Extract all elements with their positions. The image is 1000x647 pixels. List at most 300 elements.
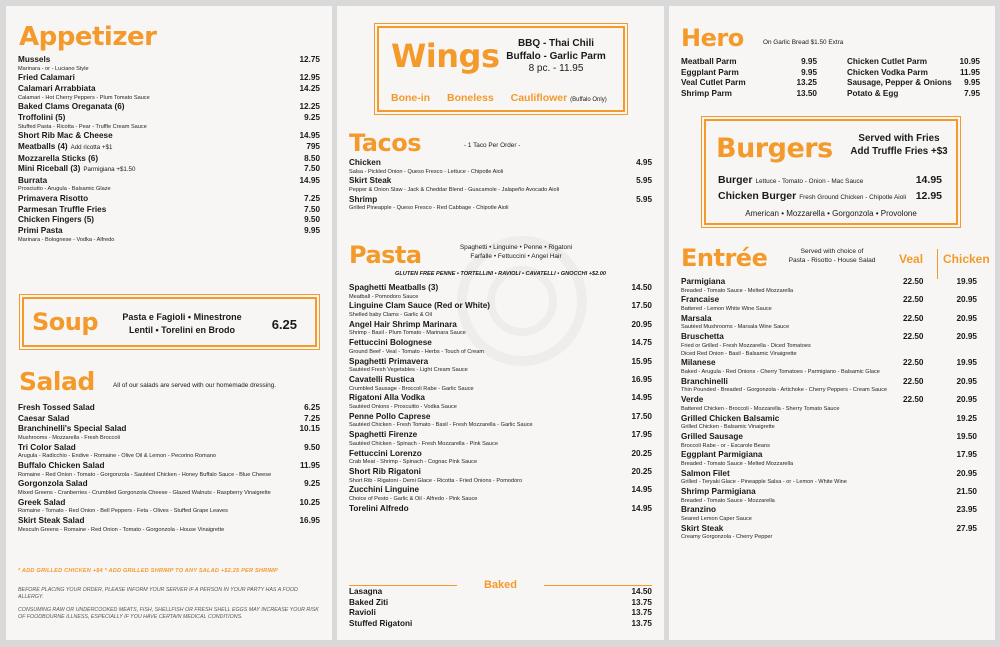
menu-item-price: 9.50 xyxy=(304,215,320,225)
soup-price: 6.25 xyxy=(271,317,297,332)
menu-item-name-group xyxy=(18,131,113,142)
menu-item xyxy=(349,158,652,169)
burgers-note xyxy=(844,133,954,158)
menu-item-price-chicken: 20.95 xyxy=(956,395,977,405)
menu-item-name-group xyxy=(349,430,417,441)
menu-item xyxy=(349,338,652,349)
menu-item-name: Spaghetti Firenze xyxy=(349,430,418,440)
wings-option-bone-in: Bone-in xyxy=(391,92,431,104)
menu-item xyxy=(847,89,980,100)
menu-item-price-veal: 22.50 xyxy=(903,277,924,286)
menu-item-name: Calamari Arrabbiata xyxy=(18,83,96,93)
menu-item xyxy=(18,84,320,95)
allergy-disclaimer: BEFORE PLACING YOUR ORDER, PLEASE INFORM YOUR SERVER IF A PERSON IN YOUR PARTY HAS A FOOD ALLERGY. xyxy=(18,587,298,600)
soup-box xyxy=(22,297,317,347)
menu-item-price: 9.95 xyxy=(801,67,817,77)
menu-item-name: Fettuccini Bolognese xyxy=(349,338,432,348)
menu-item xyxy=(681,524,983,535)
menu-item xyxy=(681,432,983,443)
menu-item-name: Chicken Burger xyxy=(718,190,797,202)
menu-item xyxy=(847,78,980,89)
menu-item-extra: Add ricotta +$1 xyxy=(70,143,113,151)
menu-item-price: 6.25 xyxy=(304,403,320,412)
menu-item-price: 9.95 xyxy=(304,225,320,235)
menu-item-description: Seared Lemon Caper Sauce xyxy=(681,516,752,523)
menu-item-description: Grilled - Teryaki Glace - Pineapple Salsa - or - Lemon - White Wine xyxy=(681,479,847,486)
menu-item-price-chicken: 20.95 xyxy=(956,313,977,323)
menu-item-price: 17.50 xyxy=(631,411,652,421)
menu-item xyxy=(349,301,652,312)
menu-item-name-group xyxy=(349,357,428,368)
salad-heading: Salad xyxy=(19,367,95,396)
menu-item xyxy=(349,283,652,294)
menu-item xyxy=(349,485,652,496)
menu-item-price: 14.95 xyxy=(915,174,942,186)
menu-item-name-group xyxy=(18,516,84,527)
menu-item-name: Shrimp Parmigiana xyxy=(681,487,756,497)
menu-item xyxy=(349,176,652,187)
menu-item-name-group xyxy=(18,215,94,226)
menu-item-name-group xyxy=(847,89,898,100)
menu-item xyxy=(18,205,320,216)
menu-item xyxy=(18,516,320,527)
menu-item-name: Chicken Fingers (5) xyxy=(18,215,94,225)
menu-item-price-veal: 22.50 xyxy=(903,295,924,305)
menu-item-name: Penne Pollo Caprese xyxy=(349,411,431,421)
menu-item-price: 13.75 xyxy=(631,597,652,607)
menu-item-description: Shrimp - Basil - Plum Tomato - Marinara Sauce xyxy=(349,330,466,337)
menu-item xyxy=(681,332,983,343)
menu-item-name-group xyxy=(18,479,88,490)
menu-item-price: 7.25 xyxy=(304,194,320,204)
menu-item-name: Spaghetti Primavera xyxy=(349,356,429,366)
burgers-list xyxy=(718,173,942,205)
menu-item-name-group xyxy=(349,598,388,609)
menu-item xyxy=(18,164,320,176)
menu-item-price: 7.50 xyxy=(304,204,320,214)
menu-item-name: Stuffed Rigatoni xyxy=(349,618,413,628)
menu-item-name-group xyxy=(18,55,50,66)
menu-item-description: Breaded - Tomato Sauce - Melted Mozzarella xyxy=(681,287,794,294)
menu-item-description: Prosciutto - Arugula - Balsamic Glaze xyxy=(18,186,111,193)
menu-item-description: Sautéed Onions - Proscuitto - Vodka Sauce xyxy=(349,403,457,410)
menu-item-price: 13.75 xyxy=(631,608,652,618)
menu-item-description: Battered Chicken - Broccoli - Mozzarella - Sherry Tomato Sauce xyxy=(681,405,840,412)
menu-item-name: Lasagna xyxy=(349,587,383,596)
menu-item-name: Bruschetta xyxy=(681,332,724,342)
menu-item-name: Baked Ziti xyxy=(349,597,389,607)
menu-item-price: 14.95 xyxy=(299,175,320,185)
menu-item xyxy=(718,189,942,205)
menu-item-name: Torelini Alfredo xyxy=(349,503,409,513)
menu-item-price-chicken: 20.95 xyxy=(956,332,977,342)
menu-item xyxy=(681,295,983,306)
menu-item-description: Battered - Lemon White Wine Sauce xyxy=(681,305,772,312)
wings-box xyxy=(377,26,625,112)
menu-item-description: Mesculn Greens - Romaine - Red Onion - Tomato - Gorgonzola - House Vinaigrette xyxy=(18,526,225,533)
menu-item-price: 14.95 xyxy=(631,393,652,403)
menu-item-price: 4.95 xyxy=(636,158,652,167)
menu-item-name: Greek Salad xyxy=(18,497,66,507)
menu-item xyxy=(18,131,320,142)
menu-item xyxy=(18,414,320,425)
menu-item-name-group xyxy=(18,176,47,187)
menu-item-price: 14.95 xyxy=(631,503,652,513)
entree-column-divider xyxy=(937,249,938,279)
menu-item-price: 5.95 xyxy=(636,194,652,204)
menu-item-price-chicken: 19.95 xyxy=(956,277,977,286)
menu-item-name-group xyxy=(18,226,63,237)
menu-item-price: 12.95 xyxy=(915,190,942,202)
menu-item-description: Calamari - Hot Cherry Peppers - Plum Tomato Sauce xyxy=(18,94,150,101)
menu-item-price: 9.25 xyxy=(304,479,320,489)
menu-item-price: 14.95 xyxy=(299,131,320,141)
menu-item-name: Primavera Risotto xyxy=(18,194,89,204)
menu-item-extra: Lettuce - Tomato - Onion - Mac Sauce xyxy=(755,178,864,185)
menu-item-name-group xyxy=(349,393,425,404)
menu-item-name: Mussels xyxy=(18,55,51,64)
menu-item-price-chicken: 20.95 xyxy=(956,376,977,386)
menu-item-name: Caesar Salad xyxy=(18,413,70,423)
menu-item-description: Crab Meat - Shrimp - Spinach - Cognac Pink Sauce xyxy=(349,459,478,466)
menu-item xyxy=(681,450,983,461)
menu-item xyxy=(681,68,817,79)
menu-item-name: Spaghetti Meatballs (3) xyxy=(349,283,439,292)
menu-item xyxy=(681,395,983,406)
menu-item-name: Mozzarella Sticks (6) xyxy=(18,153,99,163)
menu-item-price: 9.50 xyxy=(304,442,320,452)
menu-item-name: Meatball Parm xyxy=(681,57,737,66)
menu-item xyxy=(349,449,652,460)
menu-item-name: Parmigiana xyxy=(681,277,726,286)
menu-item-name: Buffalo Chicken Salad xyxy=(18,460,105,470)
menu-item-extra: Fresh Ground Chicken - Chipotle Aioli xyxy=(799,194,907,201)
menu-item xyxy=(18,424,320,435)
menu-item-price: 5.95 xyxy=(636,176,652,186)
menu-item-price: 10.25 xyxy=(299,497,320,507)
raw-food-disclaimer: CONSUMING RAW OR UNDERCOOKED MEATS, FISH, SHELLFISH OR FRESH SHELL EGGS MAY INCREASE YOUR RISK OF FOODBOURNE ILLNESS, ESPECIALLY IF YOU HAVE CERTAIN MEDICAL CONDITIONS. xyxy=(18,607,319,620)
menu-item-name-group xyxy=(681,68,739,79)
wings-flavors-line-1: BBQ - Thai Chili xyxy=(517,38,595,49)
menu-item-name: Veal Cutlet Parm xyxy=(681,78,746,88)
hero-note: On Garlic Bread $1.50 Extra xyxy=(763,39,844,46)
tacos-heading: Tacos xyxy=(349,129,421,157)
menu-item-name: Linguine Clam Sauce (Red or White) xyxy=(349,301,491,311)
menu-item-name-group xyxy=(681,89,732,100)
menu-item-description: Ground Beef - Veal - Tomato - Herbs - Touch of Cream xyxy=(349,348,485,355)
menu-item xyxy=(18,479,320,490)
menu-item xyxy=(18,142,320,154)
menu-item-name-group xyxy=(847,57,927,68)
soup-heading: Soup xyxy=(32,308,99,336)
menu-item-price: 14.50 xyxy=(631,283,652,292)
menu-item-name: Primi Pasta xyxy=(18,225,63,235)
menu-item-name-group xyxy=(349,619,412,630)
appetizer-heading: Appetizer xyxy=(19,22,157,52)
menu-item-price: 10.15 xyxy=(299,424,320,434)
menu-item-name: Eggplant Parmigiana xyxy=(681,450,763,460)
menu-item-name: Fresh Tossed Salad xyxy=(18,403,95,412)
menu-item-name: Skirt Steak xyxy=(349,176,392,186)
menu-item-description: Romaine - Tomato - Red Onion - Bell Peppers - Feta - Olives - Stuffed Grape Leaves xyxy=(18,508,228,515)
menu-item xyxy=(349,619,652,630)
menu-item-name: Branchinelli's Special Salad xyxy=(18,424,127,434)
wings-options xyxy=(391,92,607,104)
wings-flavors-line-2: Buffalo - Garlic Parm xyxy=(506,50,606,62)
menu-item-description: Diced Red Onion - Basil - Balsamic Vinaigrette xyxy=(681,350,797,357)
entree-note xyxy=(777,247,887,265)
menu-item xyxy=(18,194,320,205)
menu-item-name-group xyxy=(18,73,75,84)
menu-item-name: Baked Clams Oreganata (6) xyxy=(18,102,125,112)
menu-item xyxy=(349,608,652,619)
menu-item-name: Shrimp Parm xyxy=(681,88,732,98)
wings-flavors xyxy=(497,38,615,76)
menu-item-name: Fried Calamari xyxy=(18,73,75,83)
menu-item xyxy=(349,430,652,441)
menu-item-price: 16.95 xyxy=(631,374,652,384)
menu-item xyxy=(847,68,980,79)
menu-item-price-chicken: 17.95 xyxy=(956,450,977,460)
menu-item-name-group xyxy=(18,154,98,165)
menu-item-name: Mini Riceball (3) xyxy=(18,164,81,174)
menu-item-name: Francaise xyxy=(681,295,720,305)
menu-item-name: Troffolini (5) xyxy=(18,112,66,122)
menu-item-name-group xyxy=(349,283,438,294)
entree-column-veal: Veal xyxy=(899,252,924,266)
menu-item-description: Sautéed Chicken - Spinach - Fresh Mozzarella - Pink Sauce xyxy=(349,440,498,447)
menu-item-description: Broccoli Rabe - or - Escarole Beans xyxy=(681,442,770,449)
soup-varieties xyxy=(112,311,252,337)
menu-item xyxy=(349,195,652,206)
menu-item-price: 14.95 xyxy=(631,485,652,495)
menu-item-price: 9.95 xyxy=(801,57,817,66)
entree-heading: Entrée xyxy=(681,244,768,272)
salad-list xyxy=(18,403,320,535)
burgers-note-line-1: Served with Fries xyxy=(858,133,940,144)
menu-item xyxy=(18,176,320,187)
menu-item xyxy=(18,403,320,414)
menu-item xyxy=(349,587,652,598)
pasta-types-line-2: Farfalle • Fettuccini • Angel Hair xyxy=(470,253,562,260)
menu-item-name: Salmon Filet xyxy=(681,468,730,478)
menu-item-name: Burger xyxy=(718,174,753,186)
menu-item-name-group xyxy=(18,424,126,435)
menu-item-price: 8.50 xyxy=(304,153,320,163)
menu-item-price: 9.25 xyxy=(304,112,320,122)
menu-item xyxy=(18,113,320,124)
menu-item-price-chicken: 27.95 xyxy=(956,523,977,533)
menu-item-price: 17.50 xyxy=(631,301,652,311)
menu-item-name-group xyxy=(349,195,377,206)
menu-item-price: 14.25 xyxy=(299,83,320,93)
menu-item-price: 7.50 xyxy=(304,164,320,174)
menu-item xyxy=(18,154,320,165)
menu-item-description: Breaded - Tomato Sauce - Mozzarella xyxy=(681,497,775,504)
menu-item-price: 14.50 xyxy=(631,587,652,596)
menu-item-description: Meatball - Pomodoro Sauce xyxy=(349,293,419,300)
menu-item xyxy=(349,504,652,515)
menu-item xyxy=(18,443,320,454)
menu-item-description: Sautéed Mushrooms - Marsala Wine Sauce xyxy=(681,324,790,331)
menu-item-price: 11.95 xyxy=(959,67,980,77)
menu-item-name: Gorgonzola Salad xyxy=(18,479,88,489)
menu-item-name-group xyxy=(349,176,391,187)
menu-item-price-veal: 22.50 xyxy=(903,358,924,368)
menu-item-price: 11.95 xyxy=(299,460,320,470)
baked-rule-left xyxy=(349,585,457,586)
menu-item-description: Sautéed Fresh Vegetables - Light Cream Sauce xyxy=(349,367,468,374)
menu-item-name-group xyxy=(18,498,65,509)
soup-line-2: Lentil • Torelini en Brodo xyxy=(129,325,235,335)
menu-item-name-group xyxy=(718,173,863,189)
menu-item-name-group xyxy=(349,158,381,169)
menu-item-description: Shelled baby Clams - Garlic & Oil xyxy=(349,311,433,318)
menu-item-description: Marinara - Bolognese - Vodka - Alfredo xyxy=(18,236,115,243)
menu-item xyxy=(349,467,652,478)
menu-item-name: Skirt Steak Salad xyxy=(18,516,85,526)
menu-panel-right xyxy=(669,6,995,640)
baked-rule-right xyxy=(544,585,652,586)
menu-item-name: Meatballs (4) xyxy=(18,141,68,151)
pasta-list xyxy=(349,283,652,514)
menu-item-description: Breaded - Tomato Sauce - Melted Mozzarella xyxy=(681,460,794,467)
menu-item xyxy=(18,215,320,226)
tacos-note: - 1 Taco Per Order - xyxy=(464,142,521,149)
menu-item-name-group xyxy=(18,461,104,472)
menu-item-name: Branchinelli xyxy=(681,376,728,386)
menu-item-name: Tri Color Salad xyxy=(18,442,76,452)
menu-item-name-group xyxy=(349,504,409,515)
menu-item-price: 12.95 xyxy=(299,73,320,83)
menu-item-name-group xyxy=(18,113,65,124)
menu-panel-middle xyxy=(337,6,664,640)
menu-item-name: Potato & Egg xyxy=(847,88,899,98)
appetizer-list xyxy=(18,55,320,244)
menu-item-description: Marinara - or - Luciano Style xyxy=(18,65,89,72)
wings-cauliflower-note: (Buffalo Only) xyxy=(570,97,607,103)
menu-item-name-group xyxy=(18,205,106,216)
menu-item-price: 12.75 xyxy=(299,55,320,64)
burgers-cheese-options: American • Mozzarella • Gorgonzola • Provolone xyxy=(745,209,917,218)
menu-item-name-group xyxy=(18,164,135,176)
menu-item xyxy=(681,78,817,89)
menu-item-description: Fried or Grilled - Fresh Mozzarella - Diced Tomatoes xyxy=(681,342,811,349)
menu-item-price: 13.50 xyxy=(796,88,817,98)
baked-heading: Baked xyxy=(483,579,518,591)
menu-item-price-chicken: 19.25 xyxy=(956,413,977,423)
menu-item-extra: Parmigiana +$1.50 xyxy=(83,166,136,174)
entree-list xyxy=(681,277,983,542)
wings-heading: Wings xyxy=(391,37,500,75)
menu-item-name-group xyxy=(18,194,88,205)
menu-item-price: 7.95 xyxy=(964,88,980,98)
menu-item xyxy=(681,469,983,480)
menu-item xyxy=(681,89,817,100)
menu-item-price: 12.25 xyxy=(299,102,320,112)
menu-item-price-veal: 22.50 xyxy=(903,376,924,386)
menu-item-description: Mushrooms - Mozzarella - Fresh Broccoli xyxy=(18,434,120,441)
menu-item-name: Sausage, Pepper & Onions xyxy=(847,78,952,88)
menu-item-name-group xyxy=(681,57,737,68)
soup-line-1: Pasta e Fagioli • Minestrone xyxy=(122,312,242,322)
menu-item-name: Fettuccini Lorenzo xyxy=(349,448,422,458)
menu-item-price-veal: 22.50 xyxy=(903,332,924,342)
menu-item-description: Sautéed Chicken - Fresh Tomato - Basil - Fresh Mozzarella - Garlic Sauce xyxy=(349,422,533,429)
menu-item xyxy=(18,461,320,472)
menu-item-name: Zucchini Linguine xyxy=(349,485,420,495)
hero-heading: Hero xyxy=(681,24,744,52)
menu-item-description: Baked - Arugula - Red Onions - Cherry Tomatoes - Parmigiano - Balsamic Glace xyxy=(681,368,880,375)
menu-item-price: 20.25 xyxy=(631,466,652,476)
menu-item-name: Short Rib Mac & Cheese xyxy=(18,131,113,141)
menu-item-name: Chicken xyxy=(349,158,381,167)
menu-item xyxy=(349,412,652,423)
menu-item-name: Eggplant Parm xyxy=(681,67,739,77)
baked-list xyxy=(349,587,652,629)
salad-addons: * ADD GRILLED CHICKEN +$4 * ADD GRILLED SHRIMP TO ANY SALAD +$2.25 PER SHRIMP xyxy=(18,568,278,574)
menu-item-description: Pepper & Onion Slaw - Jack & Cheddar Blend - Guacamole - Jalapeño Avocado Aioli xyxy=(349,186,560,193)
menu-item xyxy=(18,226,320,237)
menu-item-description: Thin Pounded - Breaded - Gorgonzola - Artichoke - Cherry Peppers - Cream Sauce xyxy=(681,387,888,394)
burgers-note-line-2: Add Truffle Fries +$3 xyxy=(850,145,948,157)
menu-item-description: Stuffed Pasta - Ricotta - Pear - Truffle Cream Sauce xyxy=(18,123,147,130)
menu-item-price-chicken: 23.95 xyxy=(956,505,977,515)
menu-item xyxy=(681,358,983,369)
menu-item-name-group xyxy=(18,403,95,414)
menu-item-name: Burrata xyxy=(18,175,48,185)
hero-list-left xyxy=(681,57,817,99)
menu-item-price: 795 xyxy=(306,141,320,151)
menu-item-description: Crumbled Sausage - Broccoli Rabe - Garlic Sauce xyxy=(349,385,474,392)
menu-item-price: 14.75 xyxy=(631,338,652,348)
menu-item xyxy=(718,173,942,189)
burgers-box xyxy=(704,119,958,225)
menu-item-price: 9.95 xyxy=(964,78,980,88)
menu-item-price: 17.95 xyxy=(631,430,652,440)
menu-item-name-group xyxy=(349,485,419,496)
menu-item xyxy=(681,377,983,388)
menu-item-name: Grilled Sausage xyxy=(681,431,743,441)
menu-item-name-group xyxy=(349,467,421,478)
menu-item-name: Marsala xyxy=(681,313,712,323)
menu-item-name-group xyxy=(349,608,376,619)
menu-item-description: Choice of Pesto - Garlic & Oil - Alfredo - Pink Sauce xyxy=(349,495,478,502)
menu-item-name-group xyxy=(349,412,430,423)
menu-item-name-group xyxy=(847,68,928,79)
menu-item-price: 20.95 xyxy=(631,319,652,329)
pasta-types xyxy=(441,243,591,261)
menu-item-description: Romaine - Red Onion - Tomato - Gorgonzola - Sautéed Chicken - Honey Buffalo Sauce - Blue Cheese xyxy=(18,471,272,478)
menu-item xyxy=(847,57,980,68)
pasta-types-line-1: Spaghetti • Linguine • Penne • Rigatoni xyxy=(459,244,573,251)
menu-item-price: 13.25 xyxy=(796,78,817,88)
menu-item-description: Arugula - Radicchio - Endive - Romaine - Olive Oil & Lemon - Pecorino Romano xyxy=(18,453,217,460)
menu-item xyxy=(349,375,652,386)
menu-item xyxy=(349,320,652,331)
menu-item xyxy=(681,277,983,288)
menu-item xyxy=(681,487,983,498)
menu-item-name: Chicken Cutlet Parm xyxy=(847,57,928,66)
menu-item-name: Milanese xyxy=(681,358,716,368)
menu-item-name: Parmesan Truffle Fries xyxy=(18,204,107,214)
menu-item-name-group xyxy=(847,78,952,89)
menu-item-price: 15.95 xyxy=(631,356,652,366)
menu-item-name: Skirt Steak xyxy=(681,523,724,533)
pasta-gluten-free-note: GLUTEN FREE PENNE • TORTELLINI • RAVIOLI • CAVATELLI • GNOCCHI +$2.00 xyxy=(395,271,606,277)
menu-item xyxy=(18,55,320,66)
hero-list-right xyxy=(847,57,980,99)
